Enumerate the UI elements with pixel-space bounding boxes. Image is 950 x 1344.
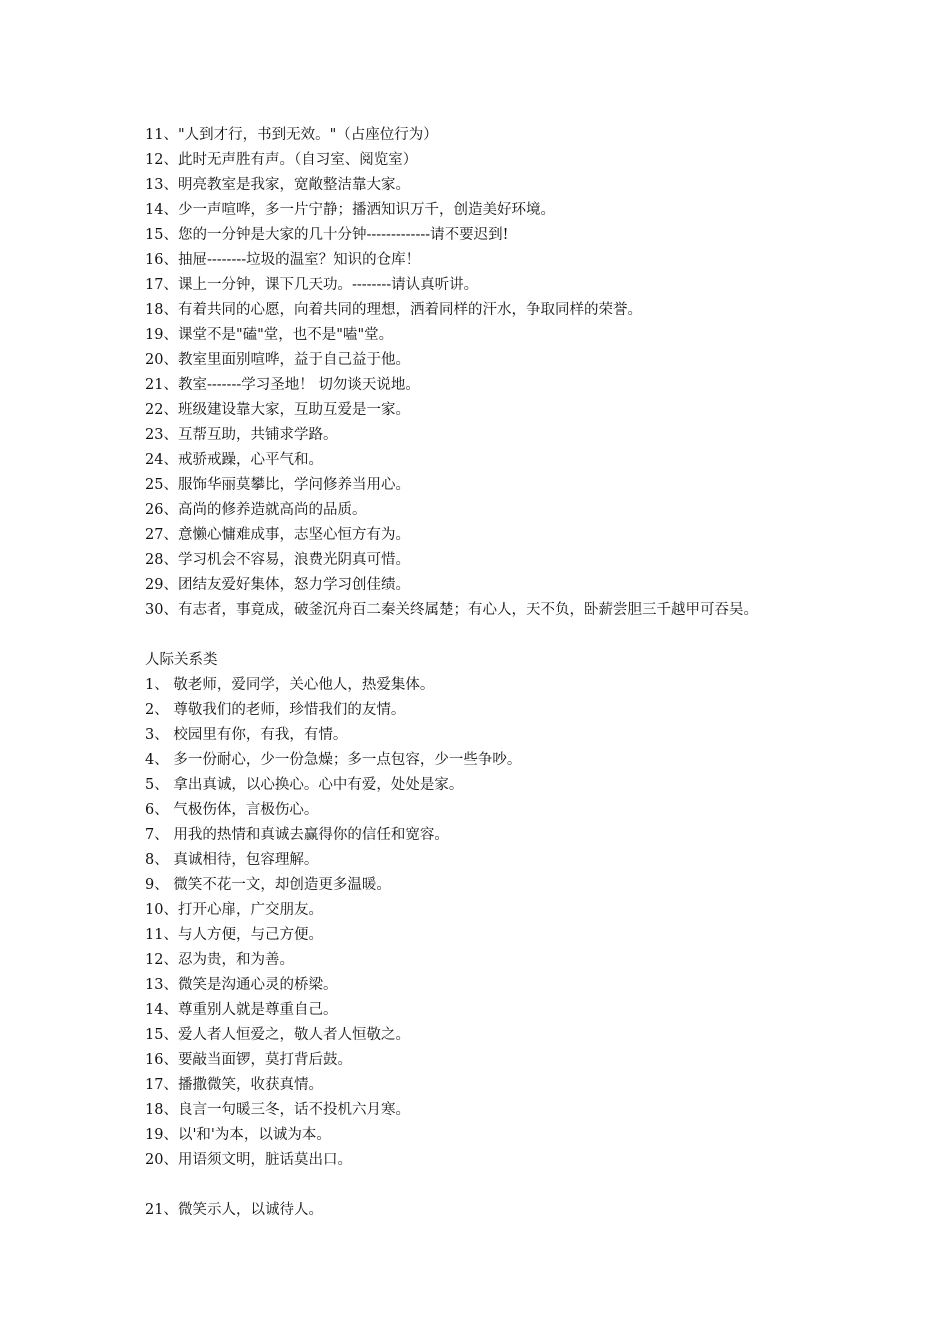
list-item: 20、教室里面别喧哗，益于自己益于他。 — [145, 352, 410, 368]
list-item: 3、 校园里有你，有我，有情。 — [145, 727, 348, 743]
list-item: 17、播撒微笑，收获真情。 — [145, 1077, 323, 1093]
list-item: 11、"人到才行，书到无效。"（占座位行为） — [145, 127, 438, 143]
list-item: 15、您的一分钟是大家的几十分钟-------------请不要迟到! — [145, 227, 509, 243]
section-slogans-list — [145, 123, 925, 623]
list-item: 5、 拿出真诚，以心换心。心中有爱，处处是家。 — [145, 777, 464, 793]
list-item: 21、教室-------学习圣地！ 切勿谈天说地。 — [145, 377, 420, 393]
list-item: 17、课上一分钟，课下几天功。--------请认真听讲。 — [145, 277, 479, 293]
list-item: 14、少一声喧哗，多一片宁静；播洒知识万千，创造美好环境。 — [145, 202, 555, 218]
list-item: 13、微笑是沟通心灵的桥梁。 — [145, 977, 338, 993]
list-item: 28、学习机会不容易，浪费光阴真可惜。 — [145, 552, 410, 568]
document-page — [145, 123, 925, 1223]
list-item: 12、忍为贵，和为善。 — [145, 952, 294, 968]
list-item: 18、良言一句暖三冬，话不投机六月寒。 — [145, 1102, 410, 1118]
list-item: 9、 微笑不花一文，却创造更多温暖。 — [145, 877, 391, 893]
list-item: 1、 敬老师，爱同学，关心他人，热爱集体。 — [145, 677, 435, 693]
list-item: 10、打开心扉，广交朋友。 — [145, 902, 323, 918]
list-item: 19、以'和'为本，以诚为本。 — [145, 1127, 331, 1143]
list-item: 24、戒骄戒躁，心平气和。 — [145, 452, 323, 468]
blank-line — [145, 623, 925, 648]
list-item: 2、 尊敬我们的老师，珍惜我们的友情。 — [145, 702, 406, 718]
list-item: 13、明亮教室是我家，宽敞整洁靠大家。 — [145, 177, 410, 193]
list-item: 15、爱人者人恒爱之，敬人者人恒敬之。 — [145, 1027, 410, 1043]
list-item: 7、 用我的热情和真诚去赢得你的信任和宽容。 — [145, 827, 449, 843]
list-item: 18、有着共同的心愿，向着共同的理想，洒着同样的汗水，争取同样的荣誉。 — [145, 302, 642, 318]
list-item: 11、与人方便，与己方便。 — [145, 927, 323, 943]
list-item: 19、课堂不是"磕"堂，也不是"嗑"堂。 — [145, 327, 394, 343]
list-item: 22、班级建设靠大家，互助互爱是一家。 — [145, 402, 410, 418]
list-item: 20、用语须文明，脏话莫出口。 — [145, 1152, 352, 1168]
list-item: 8、 真诚相待，包容理解。 — [145, 852, 319, 868]
list-item: 21、微笑示人，以诚待人。 — [145, 1202, 323, 1218]
list-item: 6、 气极伤体，言极伤心。 — [145, 802, 319, 818]
list-item: 23、互帮互助，共铺求学路。 — [145, 427, 338, 443]
list-item: 26、高尚的修养造就高尚的品质。 — [145, 502, 367, 518]
list-item: 16、抽屉--------垃圾的温室？知识的仓库！ — [145, 252, 421, 268]
section-heading: 人际关系类 — [145, 652, 218, 668]
list-item: 30、有志者，事竟成，破釜沉舟百二秦关终属楚；有心人，天不负，卧薪尝胆三千越甲可吞吴。 — [145, 602, 758, 618]
list-item: 25、服饰华丽莫攀比，学问修养当用心。 — [145, 477, 410, 493]
list-item: 14、尊重别人就是尊重自己。 — [145, 1002, 338, 1018]
list-item: 4、 多一份耐心，少一份急燥；多一点包容，少一些争吵。 — [145, 752, 522, 768]
list-item: 29、团结友爱好集体，怒力学习创佳绩。 — [145, 577, 410, 593]
blank-line — [145, 1173, 925, 1198]
section-interpersonal — [145, 648, 925, 1223]
list-item: 16、要敲当面锣，莫打背后鼓。 — [145, 1052, 352, 1068]
list-item: 12、此时无声胜有声。（自习室、阅览室） — [145, 152, 418, 168]
list-item: 27、意懒心慵难成事，志坚心恒方有为。 — [145, 527, 410, 543]
